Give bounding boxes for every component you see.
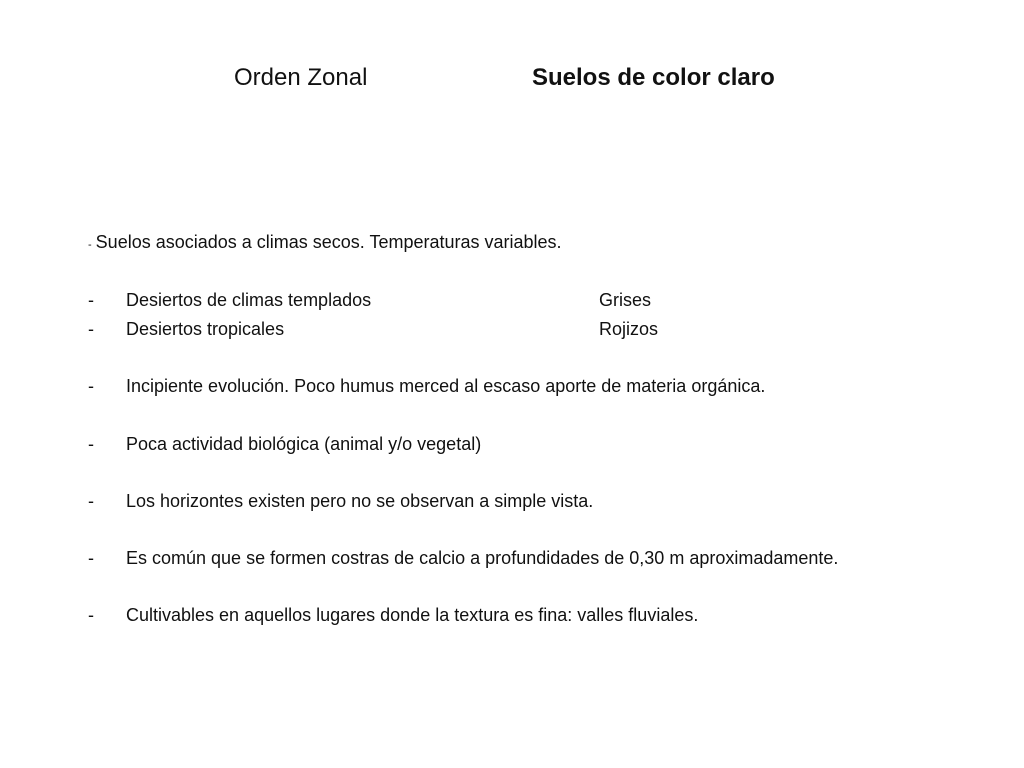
intro-dash: - <box>88 239 92 251</box>
bullet-item <box>88 603 698 627</box>
bullet-dash: - <box>88 319 94 339</box>
bullet-text: Es común que se formen costras de calcio a profundidades de 0,30 m aproximadamente. <box>126 548 839 568</box>
bullet-item <box>88 432 481 456</box>
row-label: Desiertos de climas templados <box>126 290 372 310</box>
bullet-text: Los horizontes existen pero no se observan a simple vista. <box>126 491 594 511</box>
intro-text: Suelos asociados a climas secos. Temperaturas variables. <box>95 232 562 252</box>
bullet-dash: - <box>88 491 94 511</box>
title-orden-zonal: Orden Zonal <box>234 64 368 91</box>
row-desiertos-templados <box>88 288 652 312</box>
row-label: Desiertos tropicales <box>126 319 285 339</box>
bullet-text: Cultivables en aquellos lugares donde la textura es fina: valles fluviales. <box>126 605 699 625</box>
title-suelos-color-claro: Suelos de color claro <box>532 64 775 91</box>
bullet-dash: - <box>88 548 94 568</box>
bullet-dash: - <box>88 376 94 396</box>
row-desiertos-tropicales <box>88 317 659 341</box>
bullet-dash: - <box>88 605 94 625</box>
bullet-dash: - <box>88 290 94 310</box>
bullet-item <box>88 489 593 513</box>
row-value: Rojizos <box>599 319 659 339</box>
row-value: Grises <box>599 290 652 310</box>
intro-line <box>88 230 562 257</box>
bullet-dash: - <box>88 434 94 454</box>
bullet-text: Poca actividad biológica (animal y/o vegetal) <box>126 434 482 454</box>
bullet-text: Incipiente evolución. Poco humus merced al escaso aporte de materia orgánica. <box>126 376 766 396</box>
bullet-item <box>88 374 765 398</box>
bullet-item <box>88 546 838 570</box>
